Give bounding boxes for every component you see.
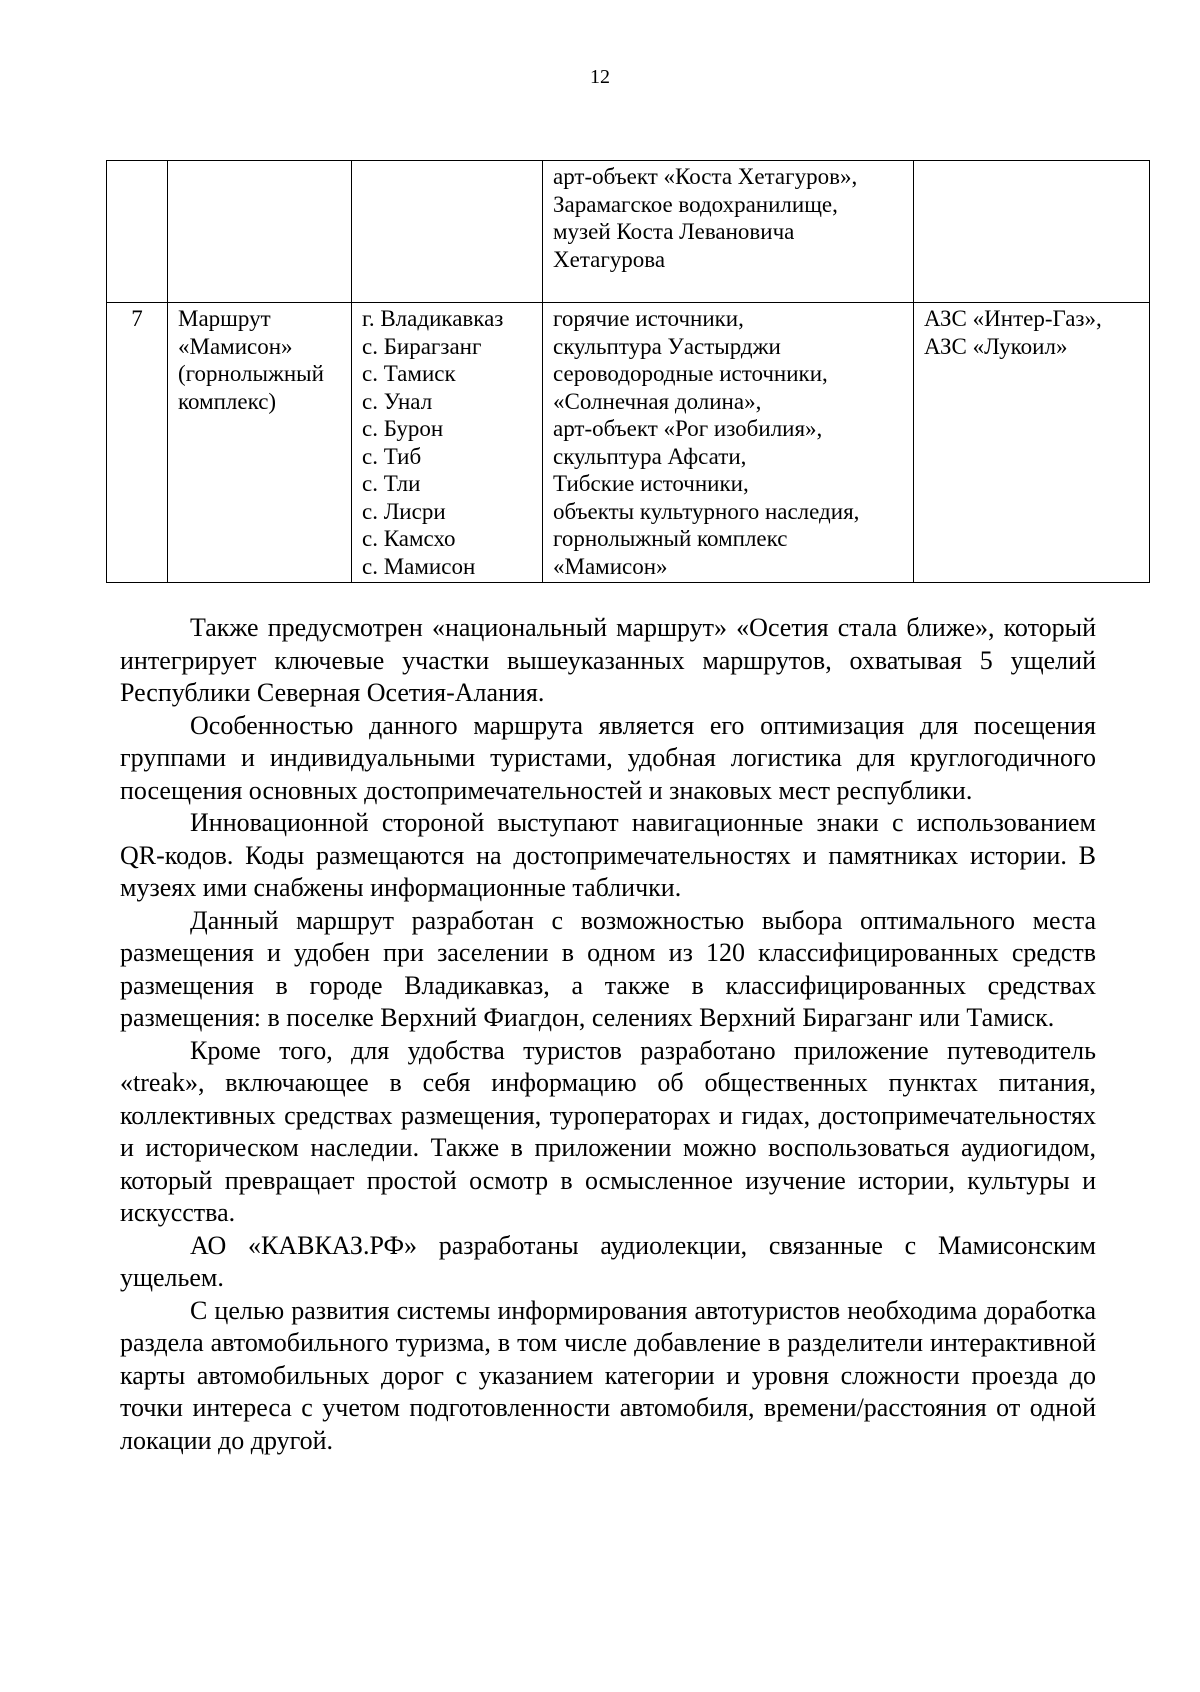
cell-line: арт-объект «Рог изобилия», <box>553 416 823 441</box>
paragraph: Кроме того, для удобства туристов разработано приложение путеводитель «treak», включающее в себя информацию об общественных пунктах питания, коллективных средствах размещения, туроператорах и гидах, достопримечательностях и историческом наследии. Также в приложении можно воспользоваться аудиогидом, который превращает простой осмотр в осмысленное изучение истории, культуры и искусства. <box>120 1035 1096 1227</box>
settlements-cell <box>352 161 543 303</box>
page-number: 12 <box>590 66 610 88</box>
paragraph: Инновационной стороной выступают навигационные знаки с использованием QR-кодов. Коды размещаются на достопримечательностях и памятниках истории. В музеях ими снабжены информационные таблички. <box>120 808 1096 902</box>
cell-line: АЗС «Лукоил» <box>924 333 1068 359</box>
cell-line: горячие источники, <box>553 306 744 331</box>
cell-line: с. Унал <box>362 388 433 414</box>
paragraph: Также предусмотрен «национальный маршрут» «Осетия стала ближе», который интегрирует ключевые участки вышеуказанных маршрутов, охватывая 5 ущелий Республики Северная Осетия-Алания. <box>120 613 1096 707</box>
cell-line: скульптура Афсати, <box>553 443 747 469</box>
cell-line: комплекс) <box>178 388 277 414</box>
routes-table <box>106 160 1150 583</box>
cell-line: музей Коста Левановича <box>553 219 795 244</box>
cell-line: с. Бирагзанг <box>362 333 482 359</box>
cell-line: с. Мамисон <box>362 553 476 579</box>
cell-line: (горнолыжный <box>178 361 324 386</box>
cell-line: с. Лисри <box>362 498 446 524</box>
cell-line: Маршрут <box>178 306 271 331</box>
cell-line: скульптура Уастырджи <box>553 333 781 359</box>
sights-cell <box>543 161 914 303</box>
cell-line: с. Тамиск <box>362 361 456 386</box>
paragraph: Особенностью данного маршрута является его оптимизация для посещения группами и индивидуальными туристами, удобная логистика для круглогодичного посещения основных достопримечательностей и знаковых мест республики. <box>120 710 1096 805</box>
cell-line: арт-объект «Коста Хетагуров», <box>553 164 858 189</box>
table-row <box>107 303 1150 583</box>
cell-line: «Мамисон» <box>553 553 668 579</box>
fuel-stations-cell <box>914 303 1150 583</box>
cell-line: горнолыжный комплекс <box>553 526 788 551</box>
route-name-cell <box>168 161 352 303</box>
cell-line: с. Тиб <box>362 443 422 469</box>
paragraph: Данный маршрут разработан с возможностью выбора оптимального места размещения и удобен при заселении в одном из 120 классифицированных средств размещения в городе Владикавказ, а также в классифицированных средствах размещения: в поселке Верхний Фиагдон, селениях Верхний Бирагзанг или Тамиск. <box>120 905 1096 1032</box>
cell-line: Хетагурова <box>553 246 666 272</box>
cell-line: объекты культурного наследия, <box>553 498 860 524</box>
cell-line: с. Тли <box>362 471 421 496</box>
body-text <box>120 612 1096 1457</box>
cell-line: «Солнечная долина», <box>553 388 762 414</box>
table-row <box>107 161 1150 303</box>
cell-line: «Мамисон» <box>178 333 293 359</box>
sights-cell <box>543 303 914 583</box>
paragraph: АО «КАВКАЗ.РФ» разработаны аудиолекции, связанные с Мамисонским ущельем. <box>120 1230 1096 1292</box>
route-number-cell: 7 <box>107 303 168 583</box>
route-name-cell <box>168 303 352 583</box>
routes-table-body <box>107 161 1150 583</box>
cell-line: г. Владикавказ <box>362 306 504 331</box>
cell-line: с. Камсхо <box>362 526 456 551</box>
cell-line: сероводородные источники, <box>553 361 828 386</box>
cell-line: с. Бурон <box>362 416 444 441</box>
cell-line: Зарамагское водохранилище, <box>553 191 838 217</box>
fuel-stations-cell <box>914 161 1150 303</box>
paragraph: С целью развития системы информирования автотуристов необходима доработка раздела автомобильного туризма, в том числе добавление в разделители интерактивной карты автомобильных дорог с указанием категории и уровня сложности проезда до точки интереса с учетом подготовленности автомобиля, времени/расстояния от одной локации до другой. <box>120 1295 1096 1455</box>
cell-line: АЗС «Интер-Газ», <box>924 306 1102 331</box>
route-number-cell <box>107 161 168 303</box>
settlements-cell <box>352 303 543 583</box>
cell-line: Тибские источники, <box>553 471 749 496</box>
